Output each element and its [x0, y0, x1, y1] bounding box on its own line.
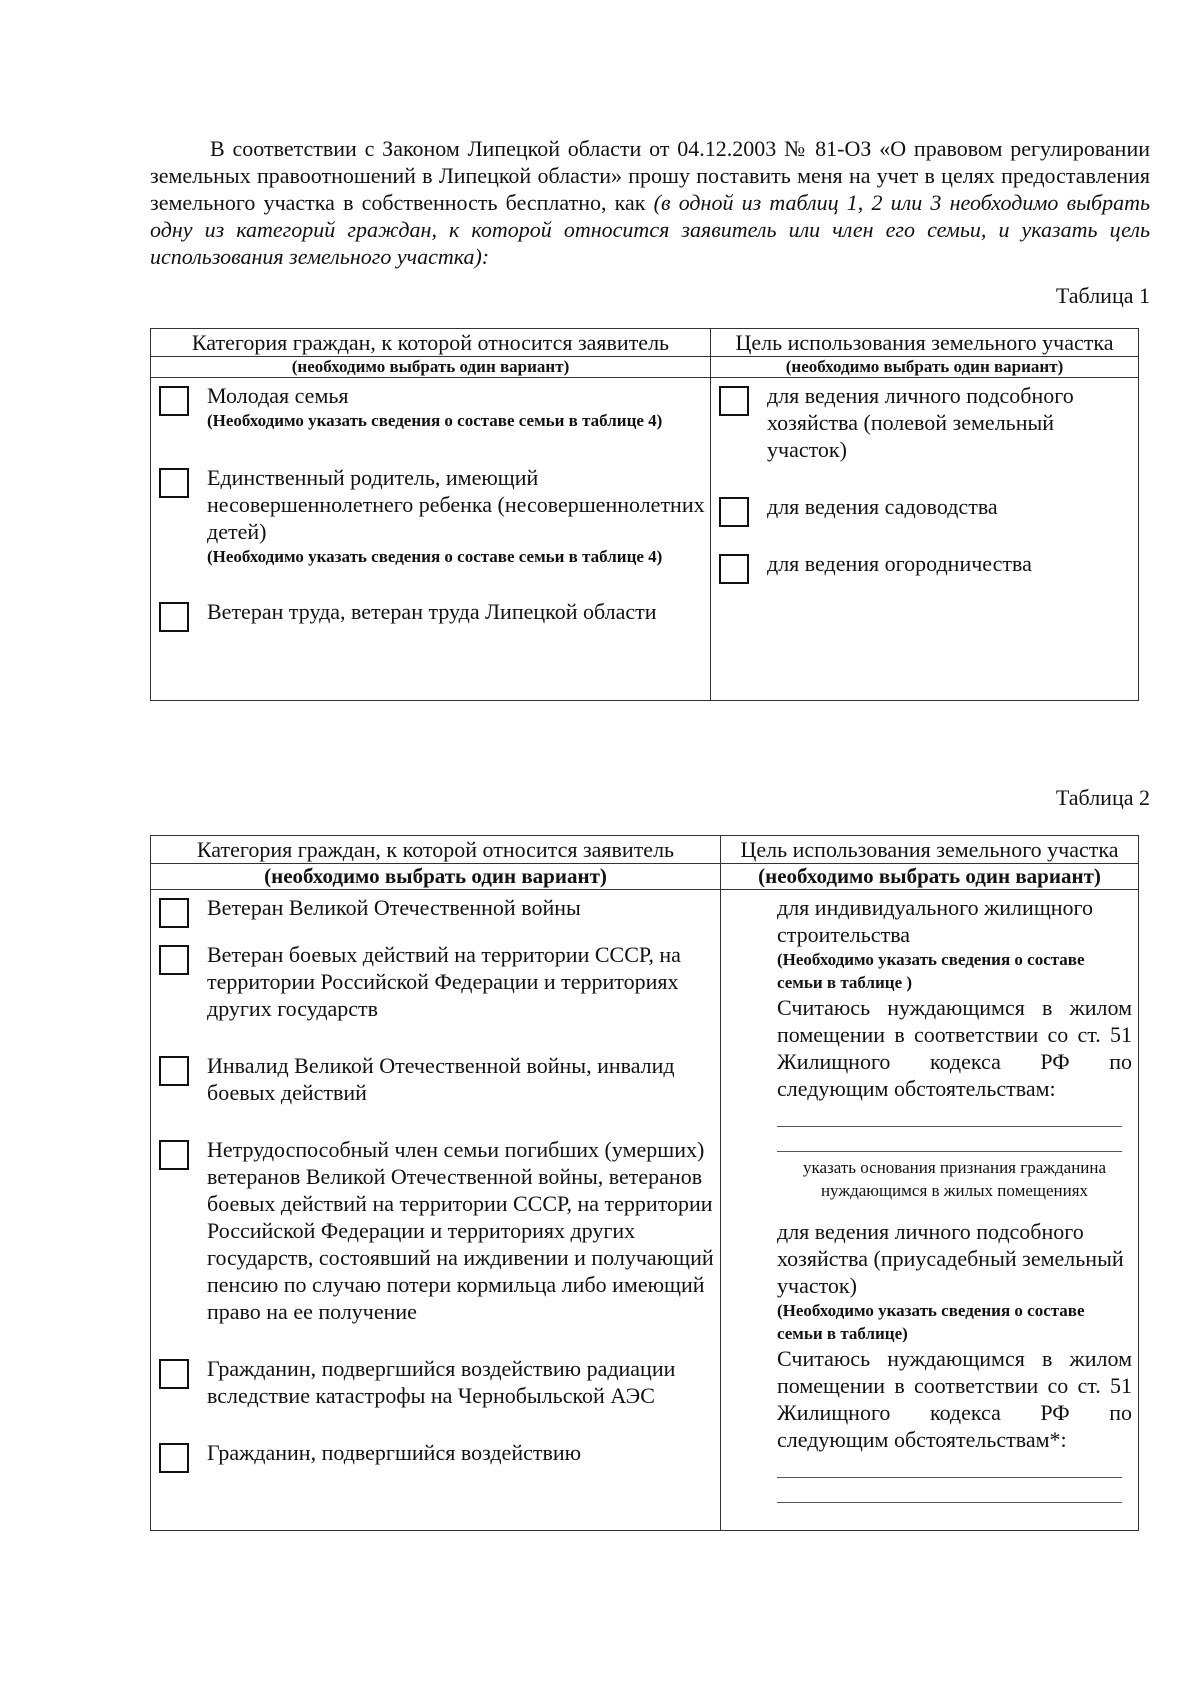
table1-caption: Таблица 1 — [1055, 283, 1150, 308]
table1-purpose-option — [711, 382, 1138, 463]
purpose1-need: Считаюсь нуждающимся в жилом помещении в соответствии со ст. 51 Жилищного кодекса РФ по следующим обстоятельствам: — [777, 995, 1132, 1101]
category-label: Ветеран боевых действий на территории СССР, на территории Российской Федерации и территориях других государств — [207, 942, 681, 1021]
purpose1-hint: указать основания признания гражданина нуждающимся в жилых помещениях — [802, 1158, 1107, 1200]
table2-category-option — [151, 941, 720, 1022]
table1-category-option — [151, 382, 710, 432]
table1-col2-req: (необходимо выбрать один вариант) — [711, 357, 1139, 378]
purpose2-note: (Необходимо указать сведения о составе семьи в таблице) — [777, 1301, 1085, 1343]
table2-category-option — [151, 894, 720, 921]
table2-category-option — [151, 1355, 720, 1409]
checkbox[interactable] — [159, 468, 189, 498]
intro-paragraph — [150, 135, 1150, 270]
table2-col1-header: Категория граждан, к которой относится заявитель — [151, 836, 721, 864]
category-label: Нетрудоспособный член семьи погибших (умерших) ветеранов Великой Отечественной войны, ветеранов боевых действий на территории СССР, на территории Российской Федерации и территориях других государств, состоявший на иждивении и получающий пенсию по случаю потери кормильца либо имеющий право на ее получение — [207, 1137, 714, 1324]
checkbox[interactable] — [159, 1443, 189, 1473]
checkbox[interactable] — [159, 1359, 189, 1389]
category-label: Гражданин, подвергшийся воздействию радиации вследствие катастрофы на Чернобыльской АЭС — [207, 1356, 676, 1408]
checkbox[interactable] — [159, 945, 189, 975]
category-label: Ветеран труда, ветеран труда Липецкой области — [207, 599, 657, 624]
table2-categories — [151, 890, 721, 1531]
table2-col2-header: Цель использования земельного участка — [721, 836, 1139, 864]
checkbox[interactable] — [159, 1056, 189, 1086]
checkbox[interactable] — [159, 602, 189, 632]
category-label: Ветеран Великой Отечественной войны — [207, 895, 581, 920]
intro-text: В соответствии с Законом Липецкой области от 04.12.2003 № 81-ОЗ «О правовом регулировании земельных правоотношений в Липецкой области» прошу поставить меня на учет в целях предоставления земельного участка в собственность бесплатно, как — [150, 136, 1150, 215]
purpose2-blank-line[interactable] — [777, 1453, 1122, 1478]
checkbox[interactable] — [719, 497, 749, 527]
table2-caption: Таблица 2 — [1055, 785, 1150, 810]
purpose1-note: (Необходимо указать сведения о составе семьи в таблице ) — [777, 950, 1085, 992]
checkbox[interactable] — [159, 1140, 189, 1170]
category-note: (Необходимо указать сведения о составе семьи в таблице 4) — [207, 411, 663, 430]
purpose-label: для ведения огородничества — [767, 551, 1032, 576]
checkbox[interactable] — [719, 554, 749, 584]
checkbox[interactable] — [159, 898, 189, 928]
table1-categories — [151, 378, 711, 701]
table1-col2-header: Цель использования земельного участка — [711, 329, 1139, 357]
purpose-label: для ведения личного подсобного хозяйства (полевой земельный участок) — [767, 383, 1074, 462]
purpose-label: для ведения садоводства — [767, 494, 998, 519]
category-label: Инвалид Великой Отечественной войны, инвалид боевых действий — [207, 1053, 675, 1105]
checkbox[interactable] — [159, 386, 189, 416]
purpose2-blank-line[interactable] — [777, 1478, 1122, 1503]
category-note: (Необходимо указать сведения о составе семьи в таблице 4) — [207, 547, 663, 566]
table1-col1-req: (необходимо выбрать один вариант) — [151, 357, 711, 378]
table1-purpose-option — [711, 550, 1138, 577]
table2-category-option — [151, 1052, 720, 1106]
category-label: Единственный родитель, имеющий несовершеннолетнего ребенка (несовершеннолетних детей) — [207, 465, 705, 544]
checkbox[interactable] — [719, 386, 749, 416]
table2-purposes — [721, 890, 1139, 1531]
purpose1-blank-line[interactable] — [777, 1102, 1122, 1127]
purpose1-label: для индивидуального жилищного строительства — [777, 895, 1094, 947]
purpose2-need: Считаюсь нуждающимся в жилом помещении в соответствии со ст. 51 Жилищного кодекса РФ по следующим обстоятельствам*: — [777, 1346, 1132, 1452]
table1 — [150, 328, 1139, 701]
table1-col1-header: Категория граждан, к которой относится заявитель — [151, 329, 711, 357]
category-label: Молодая семья — [207, 383, 349, 408]
table1-purposes — [711, 378, 1139, 701]
table2-col2-req: (необходимо выбрать один вариант) — [721, 864, 1139, 890]
intro-instruction: (в одной из таблиц 1, 2 или 3 необходимо выбрать одну из категорий граждан, к которой относится заявитель или член его семьи, и указать цель использования земельного участка): — [150, 190, 1150, 269]
purpose2-label: для ведения личного подсобного хозяйства (приусадебный земельный участок) — [777, 1219, 1124, 1298]
table1-category-option — [151, 464, 710, 568]
table2-category-option — [151, 1136, 720, 1325]
table1-purpose-option — [711, 493, 1138, 520]
table1-category-option — [151, 598, 710, 625]
table2 — [150, 835, 1139, 1531]
category-label: Гражданин, подвергшийся воздействию — [207, 1440, 582, 1465]
table2-col1-req: (необходимо выбрать один вариант) — [151, 864, 721, 890]
purpose1-blank-line[interactable] — [777, 1127, 1122, 1152]
table2-category-option — [151, 1439, 720, 1466]
